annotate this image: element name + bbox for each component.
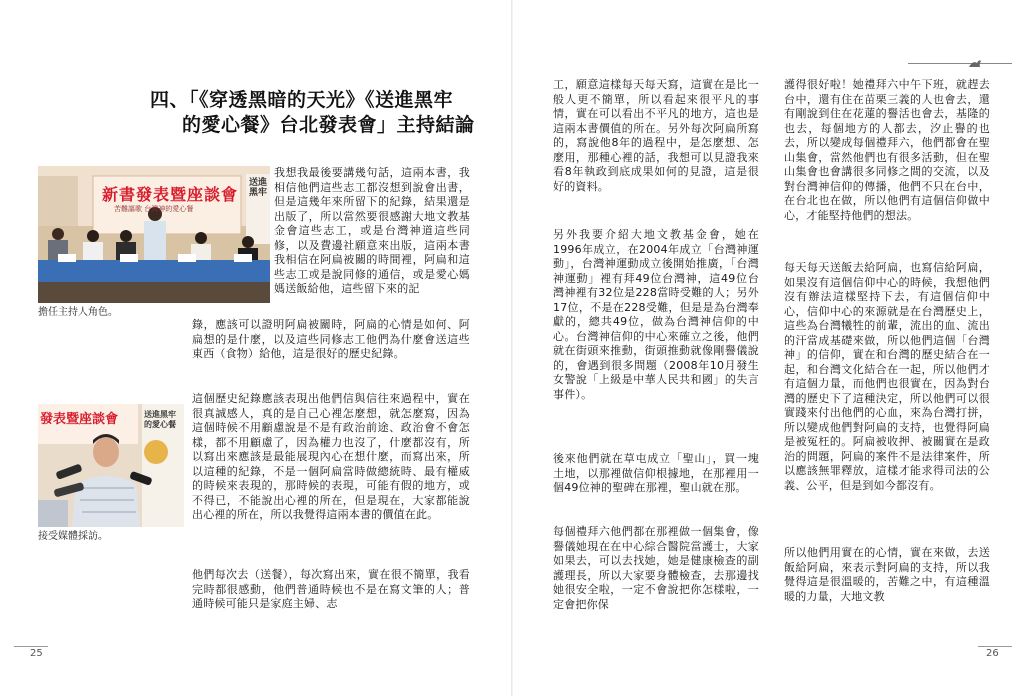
section-title-line1: 四、「《穿透黑暗的天光》《送進黑牢 bbox=[150, 89, 454, 111]
left-paragraph-1b: 錄，應該可以證明阿扁被關時，阿扁的心情是如何、阿扁想的是什麼，以及這些同修志工他們為什麼會送這些東西（食物）給他，這是很好的歷史紀錄。 bbox=[192, 318, 470, 360]
photo-host-banner-sub: 苦難謳歌 台灣神的愛心餐 bbox=[114, 205, 194, 213]
left-footer-rule bbox=[14, 646, 48, 647]
photo-host-side: 送進黑牢 bbox=[249, 178, 268, 198]
page-gutter bbox=[511, 0, 513, 696]
left-paragraph-3: 他們每次去（送餐），每次寫出來，實在很不簡單，我看完時都很感動，他們普通時候也不是在寫文筆的人；普通時候可能只是家庭主婦、志 bbox=[192, 568, 470, 610]
section-title-line2: 的愛心餐》台北發表會」主持結論 bbox=[182, 114, 475, 136]
photo-host-caption: 擔任主持人角色。 bbox=[38, 307, 118, 318]
right-col1-paragraph-1: 工，願意這樣每天每天寫，這實在是比一般人更不簡單，所以看起來很平凡的事情，實在可以看出不平凡的地方，這也是這兩本書價值的所在。另外每次阿扁所寫的，寫說他8年的過程中，是怎麼想、怎麼用，那種心裡的話，我想可以見證我來看8年執政到底成果如何的見證，這是很好的資料。 bbox=[553, 78, 759, 193]
right-col1-paragraph-4: 每個禮拜六他們都在那裡做一個集會，像譽儀她現在在中心綜合醫院當護士，大家如果去，可以去找她，她是健康檢查的副護理長，所以大家要身體檢查，去那邊找她很安全啦，一定不會說把你怎樣啦，一定會把你保 bbox=[553, 525, 759, 611]
photo-host-banner: 新書發表暨座談會 bbox=[102, 185, 239, 204]
right-col1-paragraph-3: 後來他們就在草屯成立「聖山」，買一塊土地，以那裡做信仰根據地，在那裡用一個49位神的聖碑在那裡，聖山就在那。 bbox=[553, 452, 759, 494]
right-col2-paragraph-3: 所以他們用實在的心情，實在來做，去送飯給阿扁，來表示對阿扁的支持，所以我覺得這是很溫暖的，苦難之中，有這種溫暖的力量，大地文教 bbox=[784, 546, 990, 603]
left-paragraph-2: 這個歷史紀錄應該表現出他們信與信往來過程中，實在很真誠感人，真的是自己心裡怎麼想，就怎麼寫，因為這個時候不用顧慮說是不是有政治前途、政治會不會怎樣，都不用顧慮了，因為權力也沒了，什麼都沒有，所以寫出來應該是最能展現內心在想什麼，而寫出來，所以這種的紀錄，不是一個阿扁當時做總統時、最有權威的時候來表現的，那時候的表現，可能有假的地方，或不得已，不能說出心裡的所在，但是現在，大家都能說出心裡的所在，所以我覺得這兩本書的價值在此。 bbox=[192, 392, 470, 521]
right-col1-paragraph-2: 另外我要介紹大地文教基金會，她在1996年成立，在2004年成立「台灣神運動」，台灣神運動成立後開始推廣，「台灣神運動」裡有拜49位台灣神，這49位台灣神裡有32位是228當時受難的人；另外17位，不是在228受難，但是是為台灣奉獻的，總共49位，做為台灣神信仰的中心。台灣神信仰的中心來確立之後，他們就在街頭來推動，街頭推動就像剛譽儀說的，會遇到很多問題（2008年10月發生女警說「上級是中華人民共和國」的失言事件）。 bbox=[553, 228, 759, 401]
section-title bbox=[150, 88, 500, 138]
right-footer-rule bbox=[978, 646, 1012, 647]
right-page-number: 26 bbox=[986, 648, 999, 659]
photo-interview-caption: 接受媒體採訪。 bbox=[38, 531, 108, 542]
photo-interview-banner: 發表暨座談會 bbox=[40, 412, 119, 427]
photo-interview-side: 送進黑牢的愛心餐 bbox=[144, 410, 176, 429]
bird-ornament-icon bbox=[968, 58, 982, 70]
right-col2-paragraph-1: 護得很好啦！她禮拜六中午下班，就趕去台中，還有住在苗栗三義的人也會去，還有剛說到住在花蓮的譽活也會去，基隆的也去，每個地方的人都去，汐止譽的也去，所以變成每個禮拜六，他們都會在聖山集會，當然他們也有很多活動，但在聖山集會也會講很多同修之間的交流，以及對台灣神信仰的傳播，他們不只在台中，在台北也在做，所以他們有這個信仰做中心，才能堅持他們的想法。 bbox=[784, 78, 990, 222]
left-page-number: 25 bbox=[30, 648, 43, 659]
right-header-rule bbox=[908, 63, 1012, 64]
photo-host bbox=[38, 166, 270, 303]
left-paragraph-1a: 我想我最後要講幾句話，這兩本書，我相信他們這些志工都沒想到說會出書，但是這幾年來所留下的紀錄，結果還是出版了，所以當然要很感謝大地文教基金會這些志工，或是台灣神道這些同修，以及費邊社願意來出版，這兩本書我相信在阿扁被關的時間裡，阿扁和這些志工或是說同修的通信，或是愛心媽媽送飯給他，這些留下來的記 bbox=[274, 166, 470, 295]
right-col2-paragraph-2: 每天每天送飯去給阿扁，也寫信給阿扁，如果沒有這個信仰中心的時候，我想他們沒有辦法這樣堅持下去，有這個信仰中心，信仰中心的來源就是在台灣歷史上，這些為台灣犧牲的前輩，流出的血、流出的汗當成基礎來做，所以他們這個「台灣神」的信仰，實在和台灣的歷史結合在一起，和台灣文化結合在一起，所以他們才有這個力量，而他們也很實在，因為對台灣的歷史下了這種決定，所以他們可以很實踐來付出他們的心血，來為台灣打拼，所以變成他們對阿扁的支持，也覺得阿扁是被冤枉的。阿扁被收押、被關實在是政治的問題，阿扁的案件不是法律案件，所以應該無罪釋放，這樣才能求得司法的公義、公平，但是到如今都沒有。 bbox=[784, 261, 990, 492]
photo-interview bbox=[38, 404, 184, 527]
